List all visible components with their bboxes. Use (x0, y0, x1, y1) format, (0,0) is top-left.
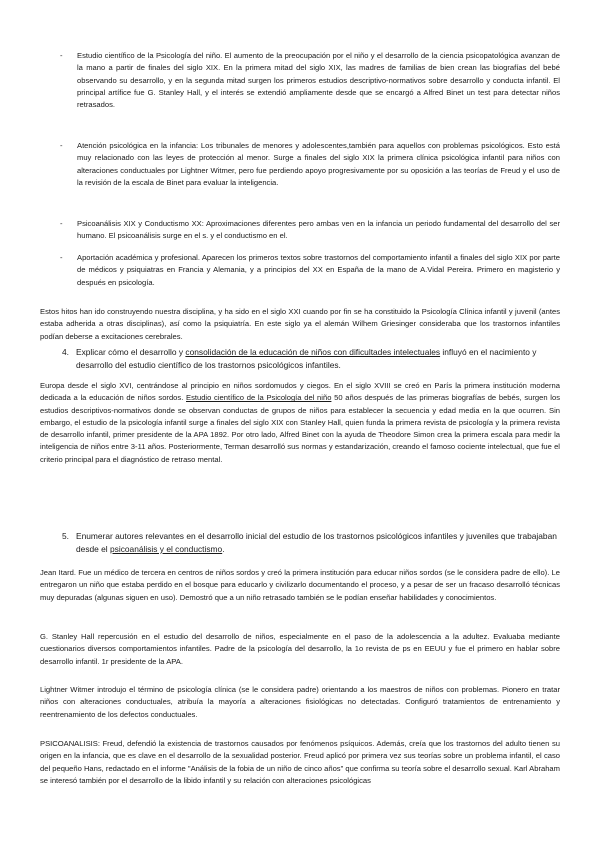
list-item-text: Psicoanálisis XIX y Conductismo XX: Aproximaciones diferentes pero ambas ven en la infancia un periodo fundamental del desarrollo del ser humano. El psicoanálisis surge en el s. y el conductismo en el. (77, 219, 560, 241)
question-text: Explicar cómo el desarrollo y consolidación de la educación de niños con dificultades intelectuales influyó en el nacimiento y desarrollo del estudio científico de los trastornos psicológicos infantiles. (76, 347, 537, 370)
question-number: 5. (62, 531, 69, 541)
underlined-phrase: psicoanálisis y el conductismo (110, 544, 223, 554)
paragraph-itard: Jean Itard. Fue un médico de tercera en centros de niños sordos y creó la primera institución para educar niños sordos (se le considera padre de ello). Le entregaron un niño que estaba perdido en el bosque para educarlo y civilizarlo documentando el proceso, y a pesar de ser un fracaso desarrolló técnicas muy depuradas (algunas siguen en uso). Demostró que a un niño retrasado también se le podían enseñar habilidades y conocimientos. (40, 568, 560, 602)
bullet-dash: - (60, 141, 63, 150)
bullet-dash: - (60, 219, 63, 228)
list-item (60, 140, 560, 189)
list-item (60, 50, 560, 111)
paragraph-witmer: Lightner Witmer introdujo el término de psicología clínica (se le considera padre) orientando a los maestros de niños con problemas. Pionero en tratar niños con alteraciones conductuales, atribuía la mayoría a alteraciones fisiológicas no detectadas. Configuró tratamientos de entrenamiento y reentrenamiento de los defectos conductuales. (40, 685, 560, 719)
question-text: Enumerar autores relevantes en el desarrollo inicial del estudio de los trastornos psicológicos infantiles y juveniles que trabajaban desde el psicoanálisis y el conductismo. (76, 531, 557, 554)
list-item-text: Estudio científico de la Psicología del niño. El aumento de la preocupación por el niño y el desarrollo de la ciencia psicopatológica avanzan de la mano a partir de finales del siglo XIX. En la primera mitad del siglo XIX, las madres de familias de bien crean las biografías del bebé observando su desarrollo, y en la segunda mitad surgen los primeros estudios descriptivo-normativos sobre desarrollo y conducta infantil. El principal artífice fue G. Stanley Hall, y el interés se extendió ampliamente desde que se encargó a Alfred Binet un test para detectar niños retrasados. (77, 51, 560, 110)
list-item (60, 218, 560, 243)
bullet-dash: - (60, 253, 63, 262)
list-item-text: Aportación académica y profesional. Aparecen los primeros textos sobre trastornos del comportamiento infantil a finales del siglo XIX por parte de médicos y psiquiatras en Francia y Alemania, y a principios del XX en España de la mano de A.Vidal Pereira. Primero en magisterio y después en psicología. (77, 253, 560, 287)
question-5 (62, 530, 560, 556)
question-4 (62, 346, 560, 372)
paragraph-q4-answer: Europa desde el siglo XVI, centrándose al principio en niños sordomudos y ciegos. En el siglo XVIII se creó en París la primera institución moderna dedicada a la educación de niños sordos. Estudio científico de la Psicología del niño 50 años después de las primeras biografías de bebés, surgen los estudios descriptivos-normativos donde se observan conductas de grupos de niños para establecer la secuencia y edad media en la que ocurren. Sin embargo, el estudio de la psicología infantil surge a finales del siglo XIX con Stanley Hall, quien funda la primera revista de psicología y la primera revista de desarrollo infantil, primer presidente de la APA 1892. Por otro lado, Alfred Binet con la ayuda de Theodore Simon crea la primera escala para medir la inteligencia de niños entre 3-11 años. Posteriormente, Terman desarrolló sus normas y estandarización, creando el famoso cociente intelectual, que fue el criterio principal para el diagnóstico de retraso mental. (40, 381, 560, 464)
paragraph-psicoanalisis: PSICOANALISIS: Freud, defendió la existencia de trastornos causados por fenómenos psíquicos. Además, creía que los trastornos del adulto tienen su origen en la infancia, que es clave en el desarrollo de la sexualidad posterior. Freud aplicó por primera vez sus teorías sobre un problema infantil, el caso del pequeño Hans, redactado en el informe "Análisis de la fobia de un niño de cinco años" que confirma su teoría sobre el desarrollo sexual. Karl Abraham se interesó también por el desarrollo de la libido infantil y su relación con alteraciones psicológicas (40, 739, 560, 785)
underlined-phrase: consolidación de la educación de niños con dificultades intelectuales (185, 347, 441, 357)
paragraph-hitos: Estos hitos han ido construyendo nuestra disciplina, y ha sido en el siglo XXI cuando por fin se ha constituido la Psicología Clínica infantil y juvenil (antes estaba adherida a otras disciplinas), así como la psiquiatría. En este siglo ya el alemán Wilhem Griesinger consideraba que los trastornos infantiles podían deberse a excitaciones cerebrales. (40, 307, 560, 341)
underlined-phrase: Estudio científico de la Psicología del niño (186, 393, 332, 403)
bullet-dash: - (60, 51, 63, 60)
list-item (60, 252, 560, 289)
paragraph-hall: G. Stanley Hall repercusión en el estudio del desarrollo de niños, especialmente en el paso de la adolescencia a la adultez. Evaluaba mediante cuestionarios diversos comportamientos infantiles. Padre de la psicología del desarrollo, la 1o revista de ps en EEUU y fue el primero en hablar sobre desarrollo infantil. 1r presidente de la APA. (40, 632, 560, 666)
list-item-text: Atención psicológica en la infancia: Los tribunales de menores y adolescentes,también para aquellos con problemas psicológicos. Esto está muy relacionado con las leyes de protección al menor. Surge a finales del siglo XIX la primera clínica psicológica infantil para niños con alteraciones conductuales por Lightner Witmer, pero fue perdiendo apoyo progresivamente por su oposición a las teorías de Freud y el uso de la revisión de la escala de Binet para evaluar la inteligencia. (77, 141, 560, 187)
question-number: 4. (62, 347, 69, 357)
